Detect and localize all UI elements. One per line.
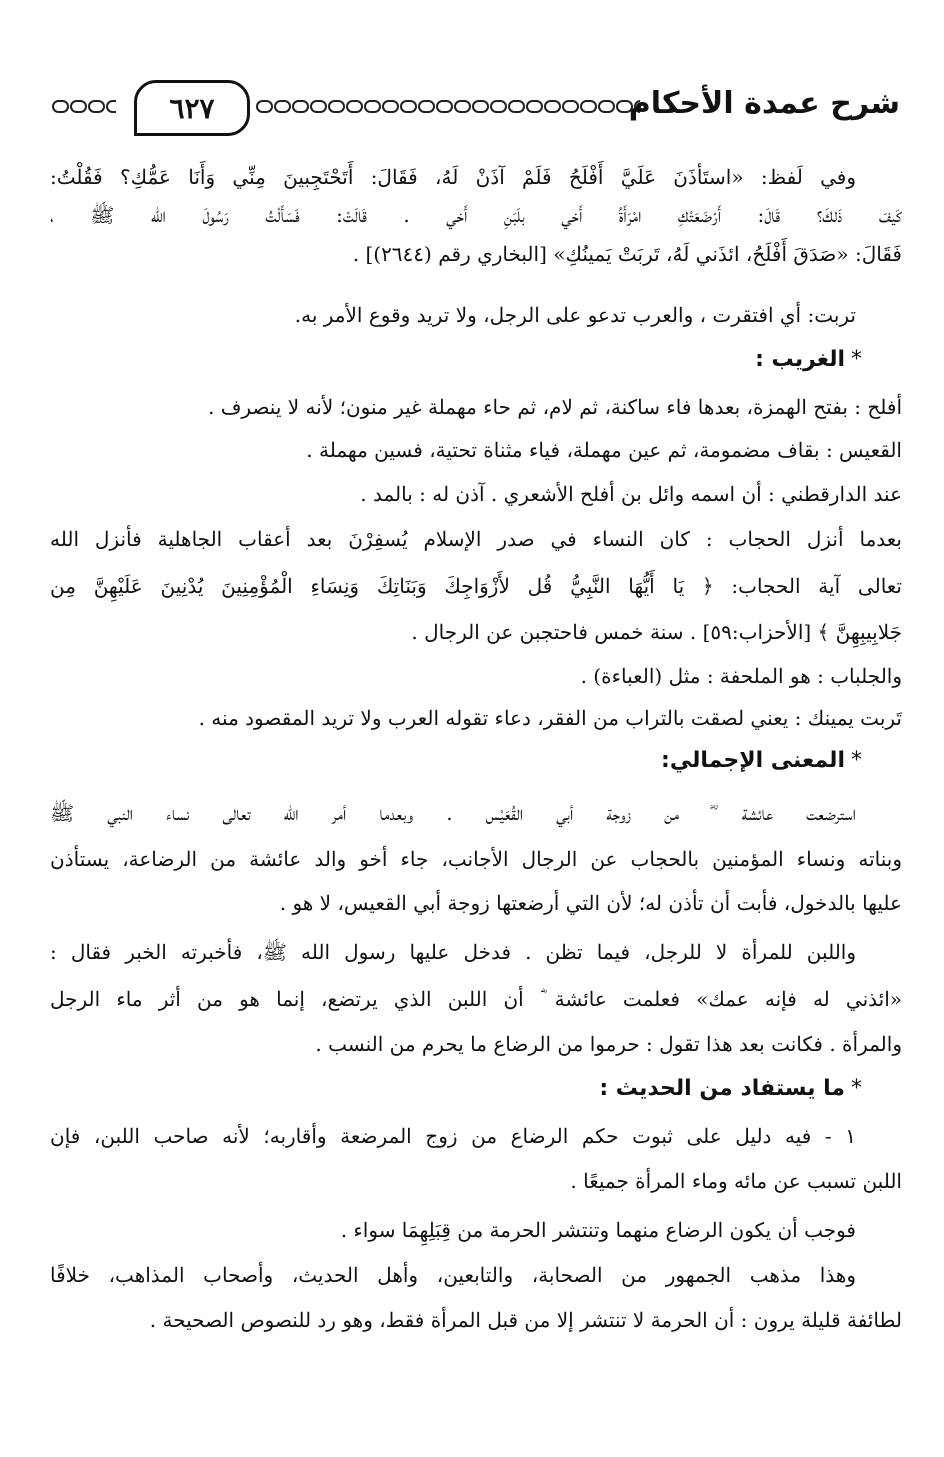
book-title: شرح عمدة الأحكام — [628, 86, 900, 121]
decorative-chain-left — [52, 100, 116, 114]
text-line: وفي لَفظ: «استَأذَنَ عَلَيَّ أَفْلَحُ فَلَمْ آذَنْ لَهُ، فَقَالَ: أَتَحْتَجِبينَ مِنِّي وَأَنَا عَمُّكِ؟ فَقُلْتُ: — [50, 165, 856, 189]
text-line: تعالى آية الحجاب: ﴿ يَا أَيُّهَا النَّبِيُّ قُل لأَزْوَاجِكَ وَبَنَاتِكَ وَنِسَاءِ الْمُؤْمِنِينَ يُدْنِينَ عَلَيْهِنَّ مِن — [50, 574, 902, 598]
text-line: اللبن تسبب عن مائه وماء المرأة جميعًا . — [570, 1169, 902, 1193]
text-line: عند الدارقطني : أن اسمه وائل بن أفلح الأشعري . آذن له : بالمد . — [360, 482, 902, 506]
text-line: القعيس : بقاف مضمومة، ثم عين مهملة، فياء مثناة تحتية، فسين مهملة . — [306, 438, 902, 462]
text-line: أفلح : بفتح الهمزة، بعدها فاء ساكنة، ثم لام، ثم حاء مهملة غير منون؛ لأنه لا ينصرف . — [207, 395, 902, 419]
text-line: تربت: أي افتقرت ، والعرب تدعو على الرجل، ولا تريد وقوع الأمر به. — [294, 303, 856, 327]
text-line: واللبن للمرأة لا للرجل، فيما تظن . فدخل عليها رسول الله ﷺ، فأخبرته الخبر فقال : — [50, 940, 857, 964]
text-line: كَيفَ ذَلكَ؟ قَالَ: أَرْضَعَتْكِ امْرَأَةُ أَخي بلَبَنِ أَخي . قَالَتْ: فَسَأَلْتُ رَسُولَ الله ﷺ ، — [50, 203, 902, 227]
section-heading-mustafad: *ما يستفاد من الحديث : — [599, 1076, 862, 1101]
text-line: وهذا مذهب الجمهور من الصحابة، والتابعين، وأهل الحديث، وأصحاب المذاهب، خلافًا — [50, 1263, 856, 1287]
section-heading-ijmali: *المعنى الإجمالي: — [661, 748, 862, 773]
star-icon: * — [851, 748, 862, 773]
text-line: فَقَالَ: «صَدَقَ أَفْلَحُ، ائذَني لَهُ، تَربَتْ يَمينُكِ» [البخاري رقم (٢٦٤٤)] . — [352, 242, 902, 266]
text-line: والجلباب : هو الملحفة : مثل (العباءة) . — [580, 664, 902, 688]
page-header — [44, 78, 900, 148]
text-line: ١ - فيه دليل على ثبوت حكم الرضاع من زوج المرضعة وأقاربه؛ لأنه صاحب اللبن، فإن — [50, 1124, 856, 1148]
text-line: فوجب أن يكون الرضاع منهما وتنتشر الحرمة من قِبَلِهِمَا سواء . — [340, 1218, 856, 1242]
text-line: وبناته ونساء المؤمنين بالحجاب عن الرجال الأجانب، جاء أخو والد عائشة من الرضاعة، يستأذن — [50, 847, 902, 871]
text-line: جَلابِيبِهِنَّ ﴾ [الأحزاب:٥٩] . سنة خمس فاحتجبن عن الرجال . — [411, 620, 902, 644]
text-line: استرضعت عائشة ؓ من زوجة أبي القُعَيْس . وبعدما أمر الله تعالى نساء النبي ﷺ — [50, 801, 856, 825]
text-line: لطائفة قليلة يرون : أن الحرمة لا تنتشر إلا من قبل المرأة فقط، وهو رد للنصوص الصحيحة . — [149, 1308, 902, 1332]
text-line: تَربت يمينك : يعني لصقت بالتراب من الفقر، دعاء تقوله العرب ولا تريد المقصود منه . — [198, 706, 902, 730]
decorative-chain-right — [256, 100, 640, 114]
section-heading-gharib: *الغريب : — [755, 347, 862, 372]
text-line: «ائذني له فإنه عمك» فعلمت عائشة ؓ أن اللبن الذي يرتضع، إنما هو من أثر ماء الرجل — [50, 987, 902, 1011]
star-icon: * — [851, 1076, 862, 1101]
star-icon: * — [851, 347, 862, 372]
text-line: بعدما أنزل الحجاب : كان النساء في صدر الإسلام يُسفِرْنَ بعد أعقاب الجاهلية فأنزل الله — [50, 527, 902, 551]
page-number: ٦٢٧ — [134, 80, 250, 136]
text-line: عليها بالدخول، فأبت أن تأذن له؛ لأن التي أرضعتها زوجة أبي القعيس، لا هو . — [279, 891, 902, 915]
text-line: والمرأة . فكانت بعد هذا تقول : حرموا من الرضاع ما يحرم من النسب . — [315, 1032, 902, 1056]
